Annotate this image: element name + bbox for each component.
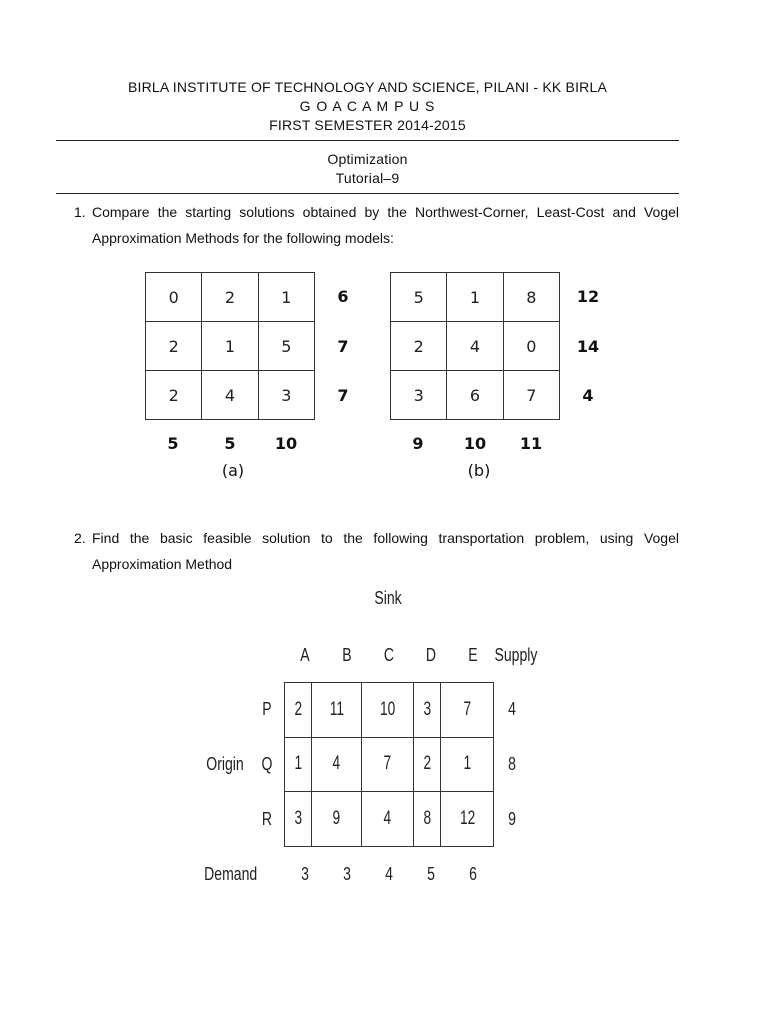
- header-divider: [56, 140, 679, 141]
- cost-cell: 1: [285, 737, 312, 792]
- question-2-line-2: Approximation Method: [92, 556, 233, 572]
- question-2-line-1: Find the basic feasible solution to the following transportation problem, using Vogel: [92, 530, 679, 546]
- course-title: Optimization: [327, 151, 408, 167]
- tutorial-title: Tutorial–9: [335, 170, 400, 186]
- demand-value-b: 3: [343, 864, 351, 884]
- question-2: [74, 525, 679, 577]
- model-b-cell: 0: [503, 322, 559, 371]
- origin-label: Origin: [206, 754, 244, 774]
- institute-name: BIRLA INSTITUTE OF TECHNOLOGY AND SCIENCE, PILANI - KK BIRLA: [127, 79, 608, 95]
- row-label-q: Q: [261, 754, 273, 774]
- model-b-cell: 7: [503, 371, 559, 420]
- model-a-caption: (a): [221, 461, 245, 480]
- model-a-cell: 1: [202, 322, 258, 371]
- model-a-cell: 2: [146, 322, 202, 371]
- cost-cell: 4: [361, 792, 413, 847]
- demand-label: Demand: [204, 864, 258, 884]
- model-a-cell: 4: [202, 371, 258, 420]
- model-b-demand: 9: [412, 434, 424, 453]
- row-label-p: P: [262, 699, 272, 719]
- demand-value-c: 4: [385, 864, 393, 884]
- demand-value-d: 5: [427, 864, 435, 884]
- column-header-c: C: [383, 645, 395, 665]
- cost-cell: 11: [312, 683, 361, 738]
- model-a-cell: 3: [258, 371, 314, 420]
- title-divider: [56, 193, 679, 194]
- campus-name: G O A C A M P U S: [299, 98, 436, 114]
- model-a-cell: 0: [146, 273, 202, 322]
- model-b-caption: (b): [467, 461, 491, 480]
- model-b-supply: 14: [576, 337, 600, 356]
- cost-cell: 3: [285, 792, 312, 847]
- demand-value-e: 6: [469, 864, 477, 884]
- cost-cell: 8: [414, 792, 441, 847]
- model-b-cell: 3: [391, 371, 447, 420]
- model-a-supply: 7: [337, 386, 349, 405]
- model-b-cell: 4: [447, 322, 503, 371]
- cost-cell: 2: [414, 737, 441, 792]
- supply-value-p: 4: [508, 699, 516, 719]
- model-a-cell: 5: [258, 322, 314, 371]
- question-1: [74, 199, 679, 251]
- column-header-d: D: [425, 645, 437, 665]
- model-b-cost-table: [390, 272, 560, 420]
- model-a-cell: 2: [146, 371, 202, 420]
- model-b-cell: 8: [503, 273, 559, 322]
- question-1-line-2: Approximation Methods for the following models:: [92, 230, 394, 246]
- supply-header: Supply: [494, 645, 538, 665]
- cost-cell: 10: [361, 683, 413, 738]
- transportation-cost-table: [284, 682, 494, 847]
- model-b-cell: 2: [391, 322, 447, 371]
- supply-value-q: 8: [508, 754, 516, 774]
- model-a-cell: 1: [258, 273, 314, 322]
- cost-cell: 1: [441, 737, 494, 792]
- cost-cell: 3: [414, 683, 441, 738]
- cost-cell: 7: [361, 737, 413, 792]
- demand-value-a: 3: [301, 864, 309, 884]
- question-2-number: 2.: [74, 530, 86, 546]
- cost-cell: 2: [285, 683, 312, 738]
- cost-cell: 7: [441, 683, 494, 738]
- model-a-demand: 10: [274, 434, 298, 453]
- column-header-a: A: [300, 645, 310, 665]
- model-b-supply: 12: [576, 287, 600, 306]
- model-b-cell: 1: [447, 273, 503, 322]
- model-a-supply: 7: [337, 337, 349, 356]
- model-a-cell: 2: [202, 273, 258, 322]
- semester: FIRST SEMESTER 2014-2015: [269, 117, 466, 133]
- model-b-demand: 11: [519, 434, 543, 453]
- model-b-supply: 4: [582, 386, 594, 405]
- question-1-number: 1.: [74, 204, 86, 220]
- model-a-supply: 6: [337, 287, 349, 306]
- model-b-demand: 10: [463, 434, 487, 453]
- question-1-line-1: Compare the starting solutions obtained by the Northwest-Corner, Least-Cost and Vogel: [92, 204, 679, 220]
- supply-value-r: 9: [508, 809, 516, 829]
- model-b-cell: 6: [447, 371, 503, 420]
- column-header-e: E: [468, 645, 478, 665]
- cost-cell: 4: [312, 737, 361, 792]
- sink-label: Sink: [374, 588, 402, 608]
- model-a-demand: 5: [167, 434, 179, 453]
- cost-cell: 12: [441, 792, 494, 847]
- model-a-demand: 5: [224, 434, 236, 453]
- model-a-cost-table: [145, 272, 315, 420]
- model-b-cell: 5: [391, 273, 447, 322]
- row-label-r: R: [261, 809, 273, 829]
- column-header-b: B: [342, 645, 352, 665]
- cost-cell: 9: [312, 792, 361, 847]
